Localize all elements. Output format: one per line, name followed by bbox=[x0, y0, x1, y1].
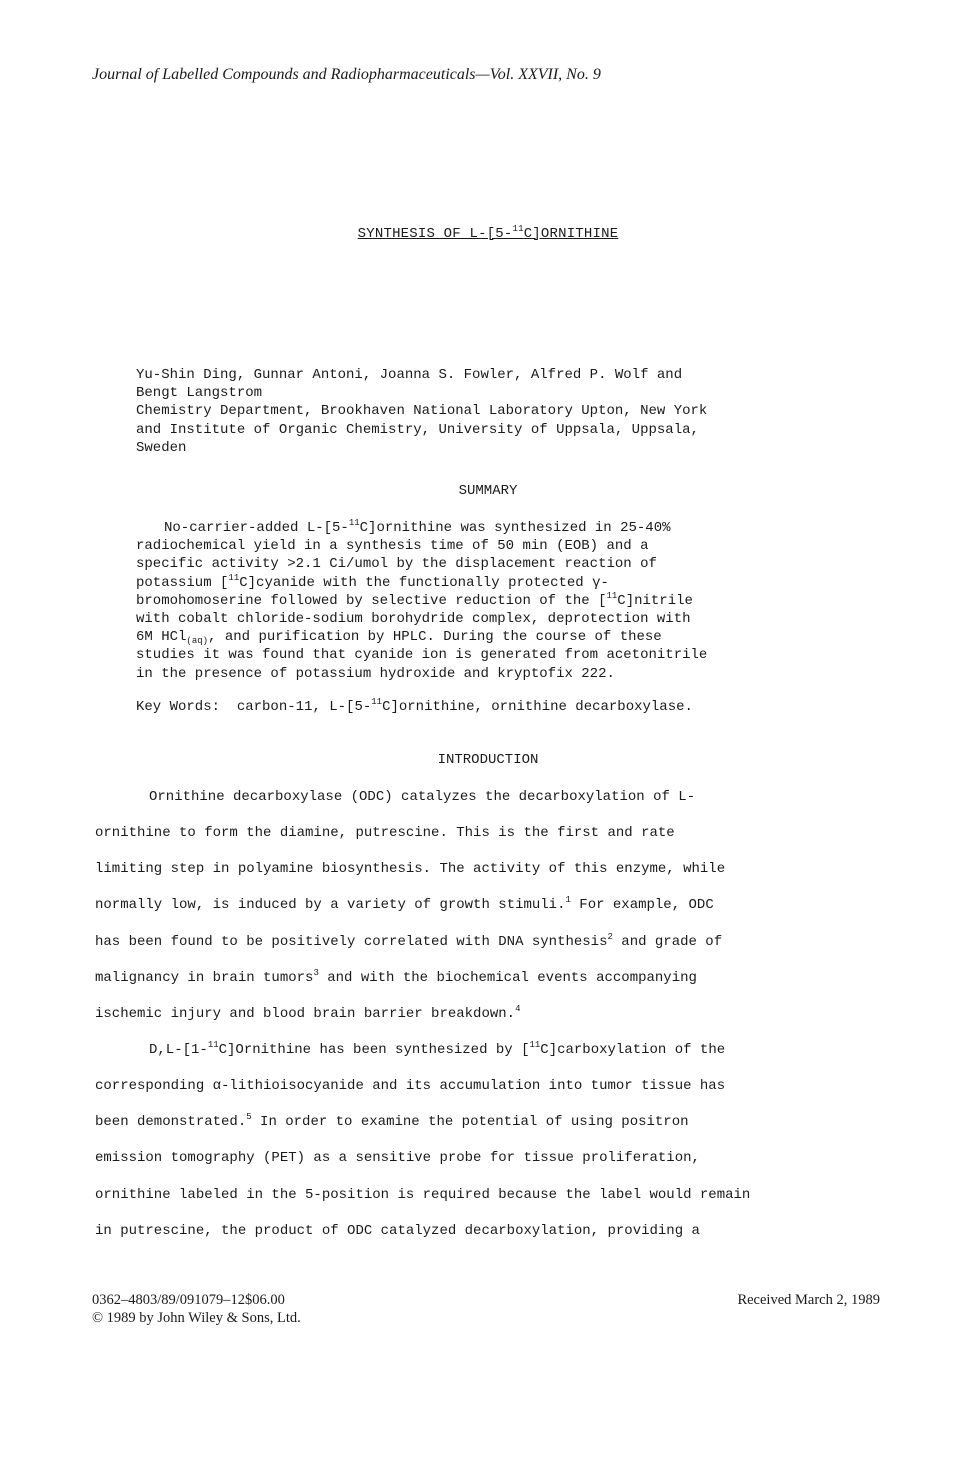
summary-paragraph bbox=[136, 519, 707, 683]
article-code: 0362–4803/89/091079–12$06.00 bbox=[92, 1292, 285, 1308]
key-words-label: Key Words: bbox=[136, 699, 221, 715]
body-line: ornithine to form the diamine, putrescine. This is the first and rate bbox=[95, 825, 675, 842]
footer-publication-info bbox=[92, 1291, 301, 1327]
body-line: ornithine labeled in the 5-position is required because the label would remain bbox=[95, 1186, 751, 1203]
body-line: Ornithine decarboxylase (ODC) catalyzes the decarboxylation of L- bbox=[149, 789, 696, 805]
affiliation-line: Chemistry Department, Brookhaven National Laboratory Upton, New York bbox=[136, 403, 708, 420]
introduction-body bbox=[95, 788, 895, 1258]
summary-line: studies it was found that cyanide ion is generated from acetonitrile bbox=[136, 647, 708, 664]
summary-line: with cobalt chloride-sodium borohydride complex, deprotection with bbox=[136, 611, 691, 628]
body-line: ischemic injury and blood brain barrier breakdown.$^4$ bbox=[95, 1003, 521, 1022]
summary-line: No-carrier-added L-[5-$^{11}$C]ornithine was synthesized in 25-40% bbox=[164, 518, 671, 536]
body-line: corresponding α-lithioisocyanide and its accumulation into tumor tissue has bbox=[95, 1078, 726, 1095]
introduction-heading: INTRODUCTION bbox=[437, 752, 539, 768]
affiliation-line: Sweden bbox=[136, 439, 187, 456]
summary-line: 6M HCl$_{(aq)}$, and purification by HPLC. During the course of these bbox=[136, 629, 662, 647]
author-block bbox=[136, 366, 707, 457]
body-line: normally low, is induced by a variety of growth stimuli.$^1$ For example, ODC bbox=[95, 895, 714, 914]
author-line: Yu-Shin Ding, Gunnar Antoni, Joanna S. Fowler, Alfred P. Wolf and bbox=[136, 367, 683, 383]
summary-heading: SUMMARY bbox=[458, 483, 518, 499]
body-line: in putrescine, the product of ODC catalyzed decarboxylation, providing a bbox=[95, 1222, 700, 1239]
received-date: Received March 2, 1989 bbox=[737, 1292, 880, 1308]
body-line: has been found to be positively correlated with DNA synthesis$^2$ and grade of bbox=[95, 931, 723, 950]
summary-line: in the presence of potassium hydroxide and kryptofix 222. bbox=[136, 665, 615, 682]
author-line: Bengt Langstrom bbox=[136, 385, 263, 402]
affiliation-line: and Institute of Organic Chemistry, University of Uppsala, Uppsala, bbox=[136, 421, 699, 438]
body-line: been demonstrated.$^5$ In order to examine the potential of using positron bbox=[95, 1112, 689, 1131]
summary-line: potassium [$^{11}$C]cyanide with the functionally protected γ- bbox=[136, 572, 609, 591]
key-words: Key Words: carbon-11, L-[5-$^{11}$C]ornithine, ornithine decarboxylase. bbox=[136, 697, 693, 715]
journal-header: Journal of Labelled Compounds and Radiopharmaceuticals—Vol. XXVII, No. 9 bbox=[92, 66, 601, 83]
summary-line: radiochemical yield in a synthesis time of 50 min (EOB) and a bbox=[136, 538, 649, 555]
body-line: malignancy in brain tumors$^3$ and with the biochemical events accompanying bbox=[95, 967, 697, 986]
paper-title: SYNTHESIS OF L-[5-$^{11}$C]ORNITHINE bbox=[357, 224, 619, 242]
summary-line: specific activity >2.1 Ci/umol by the displacement reaction of bbox=[136, 556, 657, 573]
body-line: limiting step in polyamine biosynthesis. The activity of this enzyme, while bbox=[95, 861, 726, 878]
copyright-line: © 1989 by John Wiley & Sons, Ltd. bbox=[92, 1310, 301, 1326]
body-line: emission tomography (PET) as a sensitive probe for tissue proliferation, bbox=[95, 1150, 700, 1167]
body-line: D,L-[1-$^{11}$C]Ornithine has been synthesized by [$^{11}$C]carboxylation of the bbox=[149, 1039, 726, 1058]
summary-line: bromohomoserine followed by selective reduction of the [$^{11}$C]nitrile bbox=[136, 590, 693, 609]
